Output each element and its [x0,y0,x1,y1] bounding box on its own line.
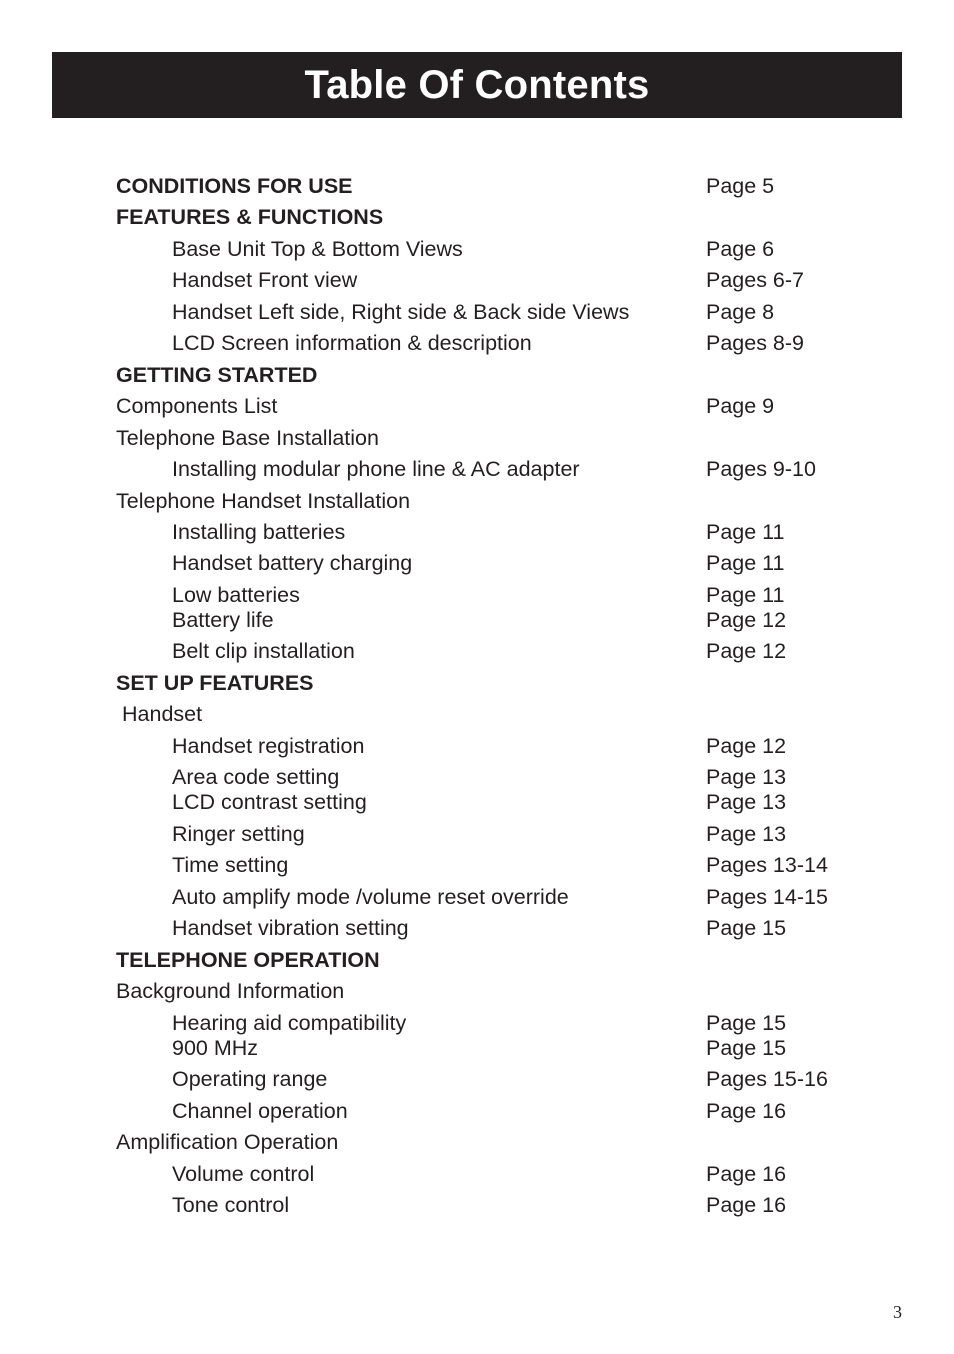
toc-label: GETTING STARTED [116,363,318,387]
toc-page: Page 11 [706,520,785,544]
toc-label: Time setting [172,853,289,877]
toc-entry[interactable] [0,637,954,665]
toc-label: LCD contrast setting [172,790,367,814]
toc-entry[interactable] [0,424,954,452]
toc-entry[interactable] [0,455,954,483]
toc-label: Handset vibration setting [172,916,409,940]
toc-entry[interactable] [0,518,954,546]
toc-page: Page 15 [706,1011,787,1035]
toc-label: Amplification Operation [116,1130,339,1154]
toc-entry[interactable] [0,1128,954,1156]
toc-page: Page 16 [706,1099,787,1123]
toc-label: Low batteries [172,583,300,607]
toc-heading[interactable] [0,946,954,974]
toc-label: Handset Left side, Right side & Back side Views [172,300,630,324]
toc-page: Pages 6-7 [706,268,805,292]
toc-label: Hearing aid compatibility [172,1011,407,1035]
toc-page: Pages 8-9 [706,331,805,355]
toc-heading[interactable] [0,203,954,231]
toc-heading[interactable] [0,361,954,389]
toc-page: Page 6 [706,237,775,261]
toc-page: Page 16 [706,1193,787,1217]
toc-label: Auto amplify mode /volume reset override [172,885,569,909]
toc-entry[interactable] [0,235,954,263]
toc-label: 900 MHz [172,1036,259,1060]
toc-label: Base Unit Top & Bottom Views [172,237,463,261]
page-number: 3 [893,1302,902,1322]
toc-entry[interactable] [0,1034,954,1062]
toc-entry[interactable] [0,1097,954,1125]
toc-label: Components List [116,394,278,418]
toc-entry[interactable] [0,1009,954,1037]
toc-entry[interactable] [0,977,954,1005]
toc-label: Handset registration [172,734,365,758]
toc-entry[interactable] [0,1160,954,1188]
toc-entry[interactable] [0,581,954,609]
toc-entry[interactable] [0,700,954,728]
toc-entry[interactable] [0,487,954,515]
toc-entry[interactable] [0,763,954,791]
toc-label: TELEPHONE OPERATION [116,948,380,972]
toc-label: Telephone Handset Installation [116,489,411,513]
toc-page: Page 13 [706,790,787,814]
toc-heading[interactable] [0,669,954,697]
toc-label: Tone control [172,1193,290,1217]
toc-page: Pages 9-10 [706,457,816,481]
toc-label: Installing batteries [172,520,346,544]
toc-label: Operating range [172,1067,328,1091]
toc-entry[interactable] [0,820,954,848]
toc-label: SET UP FEATURES [116,671,314,695]
toc-entry[interactable] [0,606,954,634]
toc-page: Page 15 [706,1036,787,1060]
toc-label: Battery life [172,608,274,632]
toc-entry[interactable] [0,851,954,879]
toc-label: Belt clip installation [172,639,355,663]
toc-page: Page 12 [706,734,787,758]
toc-label: Handset [122,702,203,726]
toc-page: Page 11 [706,551,785,575]
toc-label: Background Information [116,979,345,1003]
toc-label: Ringer setting [172,822,305,846]
toc-page: Page 13 [706,765,787,789]
toc-entry[interactable] [0,1191,954,1219]
toc-heading[interactable] [0,172,954,200]
toc-entry[interactable] [0,788,954,816]
toc-page: Page 5 [706,174,775,198]
toc-label: Volume control [172,1162,315,1186]
toc-label: Area code setting [172,765,340,789]
toc-page: Page 12 [706,639,787,663]
toc-label: FEATURES & FUNCTIONS [116,205,384,229]
toc-entry[interactable] [0,549,954,577]
toc-label: CONDITIONS FOR USE [116,174,353,198]
toc-label: LCD Screen information & description [172,331,532,355]
toc-page: Page 16 [706,1162,787,1186]
toc-entry[interactable] [0,266,954,294]
toc-entry[interactable] [0,329,954,357]
toc-entry[interactable] [0,732,954,760]
toc-label: Telephone Base Installation [116,426,379,450]
toc-entry[interactable] [0,1065,954,1093]
toc-page: Pages 15-16 [706,1067,828,1091]
toc-page: Pages 14-15 [706,885,828,909]
toc-entry[interactable] [0,883,954,911]
toc-label: Handset Front view [172,268,358,292]
toc-page: Page 13 [706,822,787,846]
toc-page: Page 15 [706,916,787,940]
toc-entry[interactable] [0,298,954,326]
toc-page: Page 8 [706,300,775,324]
toc-label: Installing modular phone line & AC adapter [172,457,580,481]
toc-page: Page 9 [706,394,775,418]
page-title: Table Of Contents [304,62,650,107]
toc-page: Page 12 [706,608,787,632]
toc-entry[interactable] [0,914,954,942]
toc-page: Page 11 [706,583,785,607]
toc-label: Handset battery charging [172,551,413,575]
toc-entry[interactable] [0,392,954,420]
toc-page: Pages 13-14 [706,853,828,877]
toc-label: Channel operation [172,1099,348,1123]
